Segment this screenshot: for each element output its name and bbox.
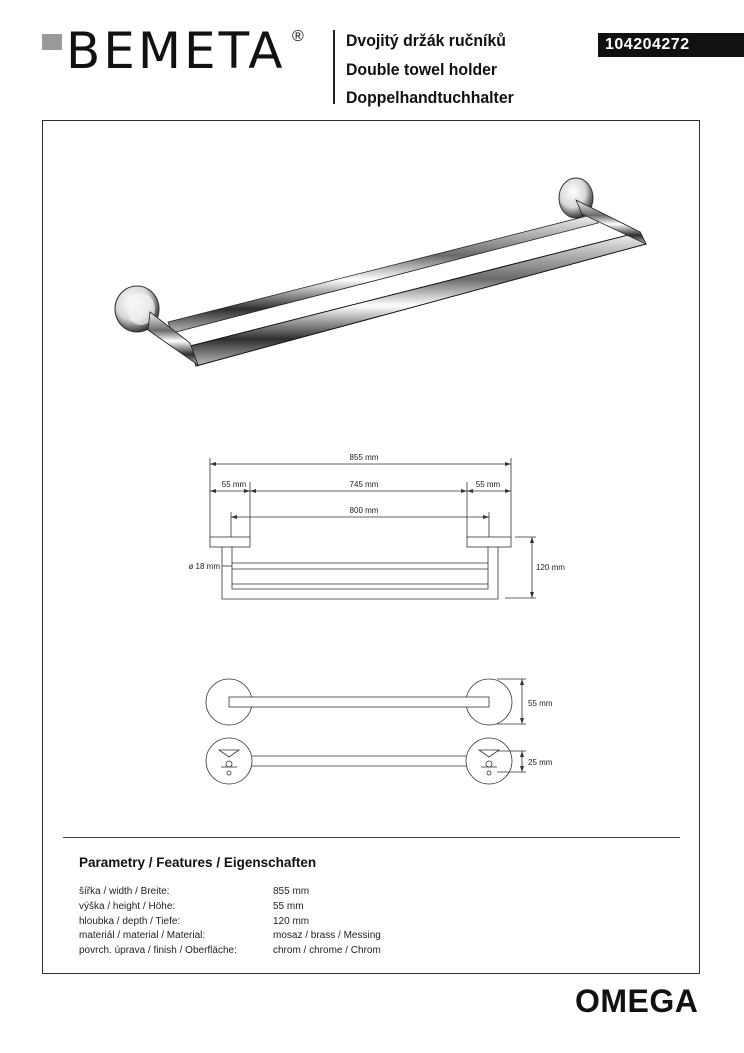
registered-mark: ®: [292, 28, 304, 45]
feature-value: 55 mm: [273, 900, 304, 912]
dim-bar-diameter: ø 18 mm: [188, 562, 220, 571]
dim-rosette-depth: 25 mm: [528, 758, 553, 767]
title-de: Doppelhandtuchhalter: [346, 88, 514, 107]
feature-label: hloubka / depth / Tiefe:: [79, 915, 181, 927]
brand-name: BEMETA: [66, 22, 286, 80]
feature-label: povrch. úprava / finish / Oberfläche:: [79, 945, 237, 957]
feature-label: materiál / material / Material:: [79, 930, 206, 942]
features-values: [273, 885, 381, 959]
dim-mount-spacing: 800 mm: [349, 506, 379, 515]
feature-label: výška / height / Höhe:: [79, 900, 176, 912]
dim-rosette-height: 55 mm: [528, 699, 553, 708]
feature-label: šířka / width / Breite:: [79, 886, 170, 897]
features-labels: [79, 885, 237, 959]
features-divider: [63, 837, 680, 838]
dim-bar-length: 745 mm: [349, 480, 379, 489]
title-cz: Dvojitý držák ručníků: [346, 31, 506, 50]
dim-depth: 120 mm: [536, 563, 565, 572]
product-code: 104204272: [598, 33, 744, 57]
series-name: OMEGA: [575, 983, 699, 1019]
feature-value: chrom / chrome / Chrom: [273, 945, 381, 957]
dim-total-width: 855 mm: [349, 453, 379, 462]
feature-value: 120 mm: [273, 915, 310, 927]
dim-right-offset: 55 mm: [475, 480, 501, 489]
title-en: Double towel holder: [346, 59, 498, 79]
dim-left-offset: 55 mm: [221, 480, 247, 489]
feature-value: 855 mm: [273, 886, 310, 897]
features-title: Parametry / Features / Eigenschaften: [79, 855, 317, 870]
feature-value: mosaz / brass / Messing: [273, 930, 381, 942]
